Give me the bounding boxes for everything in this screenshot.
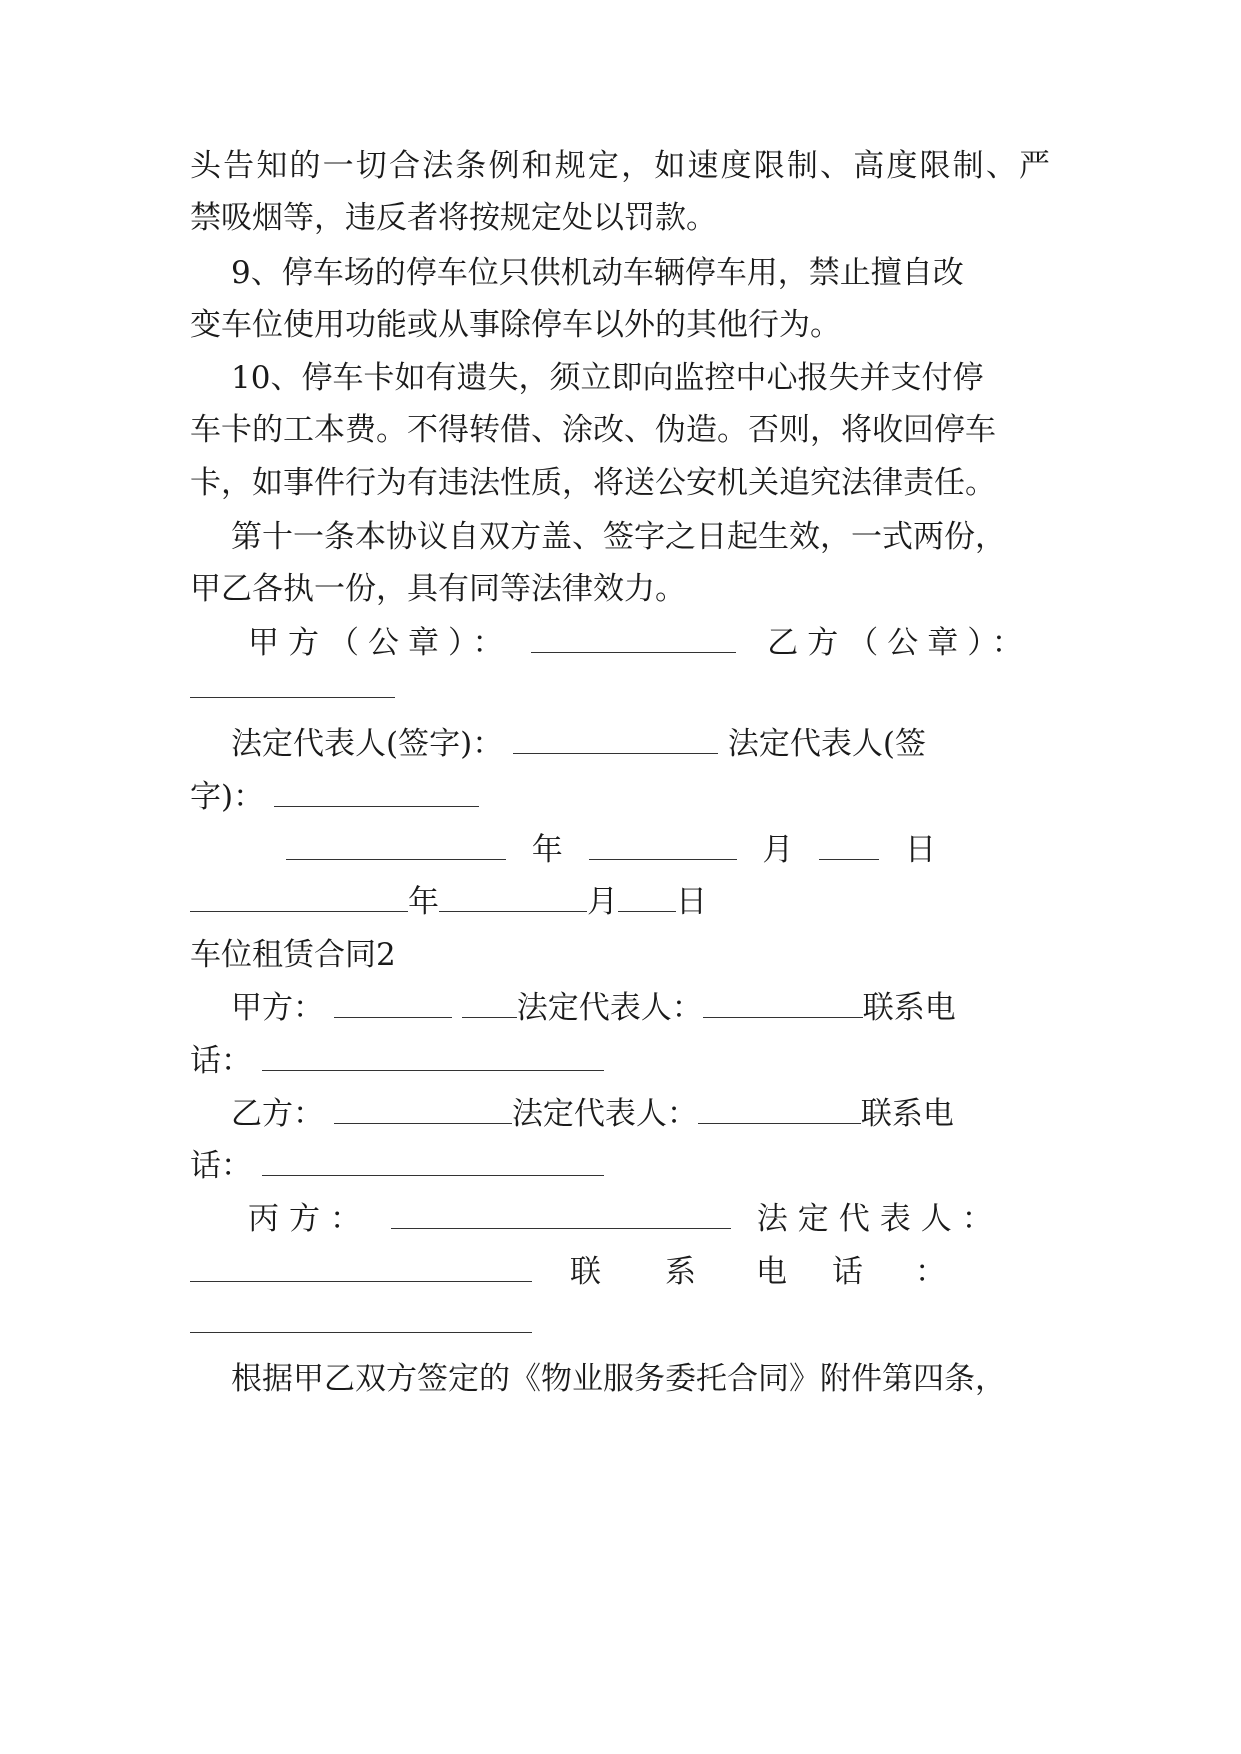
party-b-blank [334, 1099, 512, 1124]
party-b-row [231, 1092, 954, 1136]
day-blank [819, 835, 879, 860]
party-a-phone-label: 联系电 [862, 990, 956, 1026]
text-line: 甲乙各执一份，具有同等法律效力。 [190, 571, 686, 607]
rep-sign-b-blank [274, 782, 479, 807]
text-line: 禁吸烟等，违反者将按规定处以罚款。 [190, 200, 717, 236]
party-b-rep-blank [698, 1099, 861, 1124]
text-line: 10、停车卡如有遗失，须立即向监控中心报失并支付停 [231, 360, 984, 396]
phone-char: 系 [665, 1254, 696, 1290]
text-line: 9、停车场的停车位只供机动车辆停车用，禁止擅自改 [231, 255, 964, 291]
day-blank [618, 887, 676, 912]
rep-sign-b-label: 法定代表人(签 [727, 726, 927, 762]
party-b-seal-blank [190, 673, 395, 698]
party-a-phone-blank [262, 1046, 604, 1071]
party-a-phone-label-cont: 话： [190, 1043, 252, 1079]
party-a-row [231, 986, 956, 1030]
party-a-label: 甲方： [231, 990, 324, 1026]
party-a-phone-row [190, 1039, 1050, 1083]
party-b-label: 乙方： [231, 1096, 324, 1132]
party-a-seal-label: 甲方（公章）： [248, 625, 513, 661]
party-c-rep-label: 法定代表人： [756, 1201, 1003, 1237]
party-a-rep-label: 法定代表人： [516, 990, 703, 1026]
party-b-phone-blank [262, 1151, 604, 1176]
month-label: 月 [762, 832, 794, 868]
year-label: 年 [531, 832, 563, 868]
phone-char: 电 [756, 1254, 787, 1290]
party-c-phone-blank-row [190, 1301, 1050, 1345]
text-line: 第十一条本协议自双方盖、签字之日起生效，一式两份， [231, 519, 1006, 555]
party-a-seal-blank [531, 628, 736, 653]
contract-title: 车位租赁合同2 [190, 937, 396, 973]
party-a-blank [334, 993, 452, 1018]
rep-sign-row-cont [190, 775, 1050, 819]
party-b-phone-label: 联系电 [860, 1096, 954, 1132]
rep-sign-a-label: 法定代表人(签字)： [231, 726, 504, 762]
year-blank [286, 835, 506, 860]
signature-seal-row [248, 621, 1032, 665]
party-a-blank-2 [462, 993, 517, 1018]
text-line: 车卡的工本费。不得转借、涂改、伪造。否则，将收回停车 [190, 412, 996, 448]
month-label: 月 [587, 884, 618, 920]
month-blank [589, 835, 737, 860]
party-c-rep-blank [190, 1257, 532, 1282]
blank-row [190, 666, 1050, 710]
date-row-a [286, 828, 936, 872]
party-a-rep-blank [703, 993, 863, 1018]
party-b-phone-row [190, 1144, 1050, 1188]
text-line: 根据甲乙双方签定的《物业服务委托合同》附件第四条， [231, 1361, 1006, 1397]
party-c-phone-row [190, 1250, 1050, 1294]
party-b-rep-label: 法定代表人： [511, 1096, 698, 1132]
party-b-seal-label: 乙方（公章）： [767, 625, 1032, 661]
month-blank [439, 887, 587, 912]
day-label: 日 [676, 884, 707, 920]
party-c-label: 丙方： [248, 1201, 371, 1237]
rep-sign-b-label-cont: 字)： [190, 779, 265, 815]
text-line: 变车位使用功能或从事除停车以外的其他行为。 [190, 307, 841, 343]
date-row-b [190, 880, 1050, 924]
party-b-phone-label-cont: 话： [190, 1148, 252, 1184]
party-c-phone-blank [190, 1308, 532, 1333]
phone-char: 联 [570, 1254, 601, 1290]
rep-sign-row [231, 722, 943, 766]
party-c-row [248, 1197, 1003, 1241]
year-blank [190, 887, 408, 912]
year-label: 年 [408, 884, 439, 920]
text-line: 头告知的一切合法条例和规定，如速度限制、高度限制、严 [190, 148, 1050, 184]
text-line: 卡，如事件行为有违法性质，将送公安机关追究法律责任。 [190, 465, 996, 501]
rep-sign-a-blank [513, 729, 718, 754]
phone-char: 话 [832, 1254, 863, 1290]
party-c-blank [391, 1204, 731, 1229]
phone-char: ： [915, 1254, 946, 1290]
day-label: 日 [904, 832, 936, 868]
